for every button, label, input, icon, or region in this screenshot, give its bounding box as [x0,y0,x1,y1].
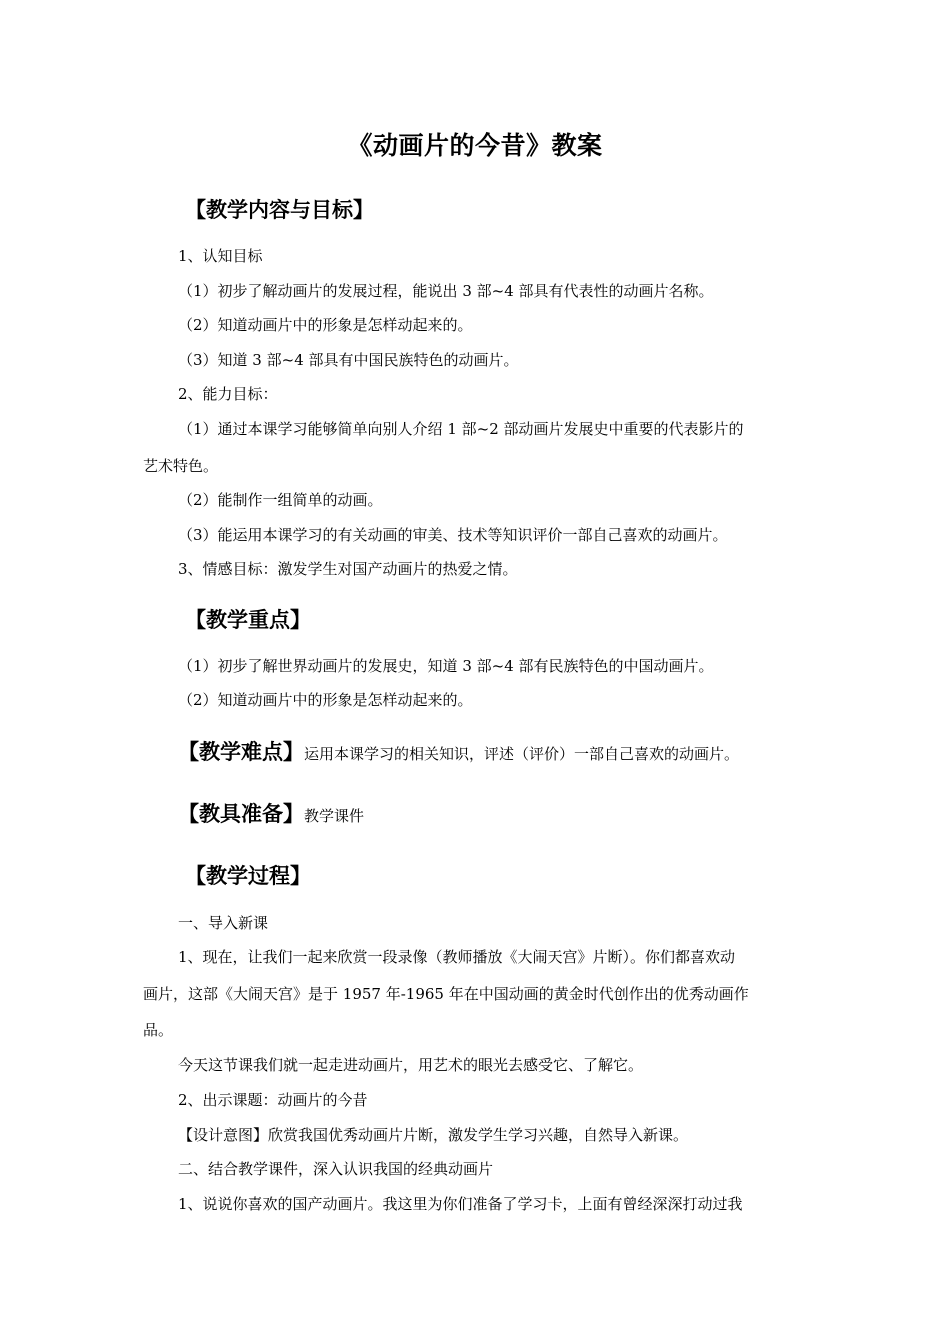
document-title: 《动画片的今昔》教案 [347,131,603,160]
paragraph-line: 【设计意图】欣赏我国优秀动画片片断，激发学生学习兴趣，自然导入新课。 [178,1126,689,1144]
paragraph-line: 艺术特色。 [143,457,219,475]
paragraph-line: 一、导入新课 [178,914,269,932]
paragraph-line: （2）知道动画片中的形象是怎样动起来的。 [178,316,473,334]
paragraph-line: 今天这节课我们就一起走进动画片，用艺术的眼光去感受它、了解它。 [178,1056,644,1074]
paragraph-line: 二、结合教学课件，深入认识我国的经典动画片 [178,1160,494,1178]
paragraph-line: 1、说说你喜欢的国产动画片。我这里为你们准备了学习卡，上面有曾经深深打动过我 [178,1195,743,1213]
paragraph-line: 2、出示课题：动画片的今昔 [178,1091,368,1109]
paragraph-line: （1）通过本课学习能够简单向别人介绍 1 部~2 部动画片发展史中重要的代表影片的 [178,420,744,438]
materials-text: 教学课件 [304,807,365,825]
paragraph-line: （3）知道 3 部~4 部具有中国民族特色的动画片。 [178,351,519,369]
paragraph-line: 1、现在，让我们一起来欣赏一段录像（教师播放《大闹天宫》片断）。你们都喜欢动 [178,948,736,966]
heading-key-points: 【教学重点】 [185,607,311,632]
heading-materials [178,798,364,828]
paragraph-line: 品。 [143,1021,174,1039]
paragraph-line: （2）能制作一组简单的动画。 [178,491,383,509]
heading-content-goals: 【教学内容与目标】 [185,197,374,222]
paragraph-line: 3、情感目标：激发学生对国产动画片的热爱之情。 [178,560,518,578]
heading-materials-label: 【教具准备】 [178,801,304,826]
heading-process: 【教学过程】 [185,863,311,888]
paragraph-line: 1、认知目标 [178,247,263,265]
paragraph-line: （1）初步了解动画片的发展过程，能说出 3 部~4 部具有代表性的动画片名称。 [178,282,714,300]
paragraph-line: 2、能力目标： [178,385,278,403]
paragraph-line: （1）初步了解世界动画片的发展史，知道 3 部~4 部有民族特色的中国动画片。 [178,657,714,675]
heading-difficulty-label: 【教学难点】 [178,739,304,764]
difficulty-text: 运用本课学习的相关知识，评述（评价）一部自己喜欢的动画片。 [304,745,740,763]
heading-difficulty [178,736,739,766]
paragraph-line: 画片，这部《大闹天宫》是于 1957 年-1965 年在中国动画的黄金时代创作出的优秀动画作 [143,985,749,1003]
paragraph-line: （2）知道动画片中的形象是怎样动起来的。 [178,691,473,709]
paragraph-line: （3）能运用本课学习的有关动画的审美、技术等知识评价一部自己喜欢的动画片。 [178,526,728,544]
